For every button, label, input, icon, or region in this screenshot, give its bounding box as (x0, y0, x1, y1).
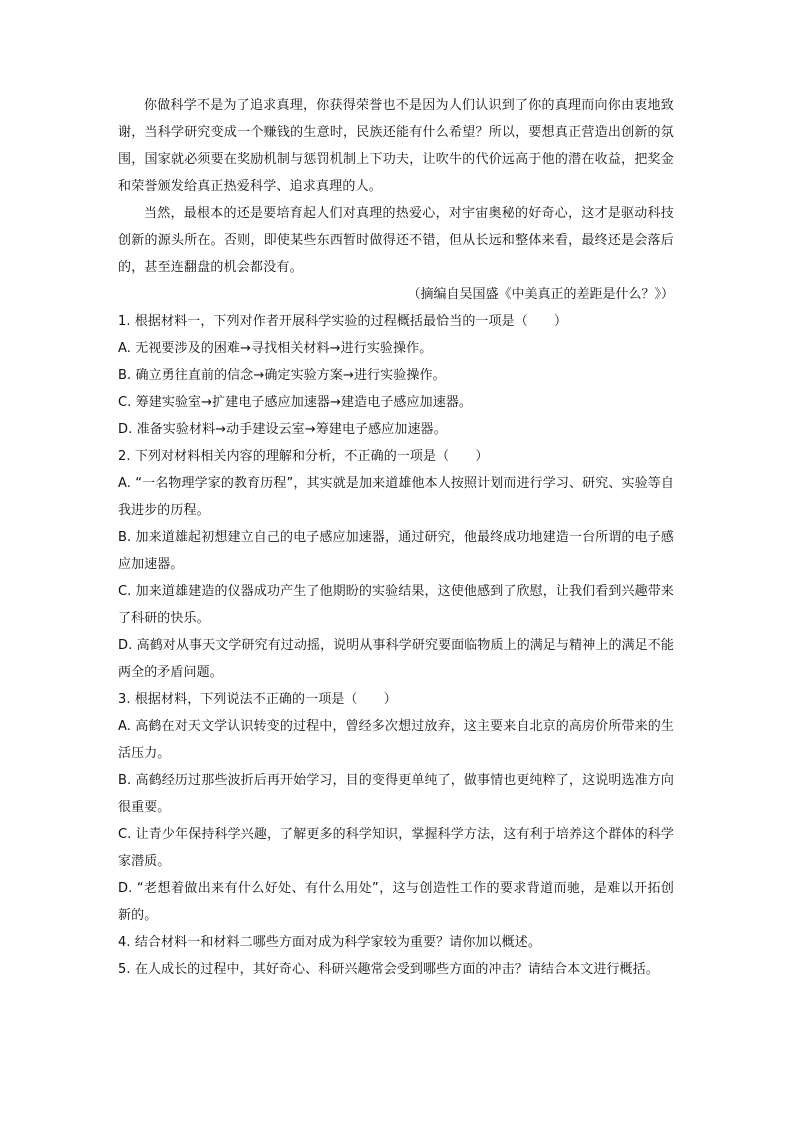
passage-paragraph-2: 当然，最根本的还是要培育起人们对真理的热爱心，对宇宙奥秘的好奇心，这才是驱动科技创新的源头所在。否则，即使某些东西暂时做得还不错，但从长远和整体来看，最终还是会落后的，甚至连翻盘的机会都没有。 (118, 206, 674, 275)
question-1-stem: 1. 根据材料一，下列对作者开展科学实验的过程概括最恰当的一项是（ ） (118, 314, 568, 329)
question-1-option-a: A. 无视要涉及的困难→寻找相关材料→进行实验操作。 (118, 341, 433, 356)
question-2-option-c: C. 加来道雄建造的仪器成功产生了他期盼的实验结果，这使他感到了欣慰，让我们看到兴趣带来了科研的快乐。 (118, 584, 674, 626)
passage-paragraph-1: 你做科学不是为了追求真理，你获得荣誉也不是因为人们认识到了你的真理而向你由衷地致谢，当科学研究变成一个赚钱的生意时，民族还能有什么希望？所以，要想真正营造出创新的氛围，国家就必须要在奖励机制与惩罚机制上下功夫，让吹牛的代价远高于他的潜在收益，把奖金和荣誉颁发给真正热爱科学、追求真理的人。 (118, 98, 674, 194)
question-3-option-c: C. 让青少年保持科学兴趣，了解更多的科学知识，掌握科学方法，这有利于培养这个群体的科学家潜质。 (118, 827, 674, 869)
question-3-option-a: A. 高鹤在对天文学认识转变的过程中，曾经多次想过放弃，这主要来自北京的高房价所带来的生活压力。 (118, 719, 674, 761)
question-2-option-a: A. “一名物理学家的教育历程”，其实就是加来道雄他本人按照计划而进行学习、研究、实验等自我进步的历程。 (118, 476, 674, 518)
question-1-option-b: B. 确立勇往直前的信念→确定实验方案→进行实验操作。 (118, 368, 446, 383)
question-3-option-b: B. 高鹤经历过那些波折后再开始学习，目的变得更单纯了，做事情也更纯粹了，这说明选准方向很重要。 (118, 773, 674, 815)
document-page (118, 92, 674, 983)
question-2-stem: 2. 下列对材料相关内容的理解和分析，不正确的一项是（ ） (118, 449, 489, 464)
question-1-option-d: D. 准备实验材料→动手建设云室→筹建电子感应加速器。 (118, 422, 447, 437)
question-2-option-d: D. 高鹤对从事天文学研究有过动摇，说明从事科学研究要面临物质上的满足与精神上的满足不能两全的矛盾问题。 (118, 638, 674, 680)
question-1-option-c: C. 筹建实验室→扩建电子感应加速器→建造电子感应加速器。 (118, 395, 473, 410)
question-4-stem: 4. 结合材料一和材料二哪些方面对成为科学家较为重要？请你加以概述。 (118, 935, 541, 950)
question-3-stem: 3. 根据材料，下列说法不正确的一项是（ ） (118, 692, 397, 707)
question-list (118, 308, 674, 983)
question-5-stem: 5. 在人成长的过程中，其好奇心、科研兴趣常会受到哪些方面的冲击？请结合本文进行概括。 (118, 962, 659, 977)
question-2-option-b: B. 加来道雄起初想建立自己的电子感应加速器，通过研究，他最终成功地建造一台所谓的电子感应加速器。 (118, 530, 674, 572)
question-3-option-d: D. “老想着做出来有什么好处、有什么用处”，这与创造性工作的要求背道而驰，是难以开拓创新的。 (118, 881, 674, 923)
passage-source: （摘编自吴国盛《中美真正的差距是什么？》） (407, 287, 674, 302)
